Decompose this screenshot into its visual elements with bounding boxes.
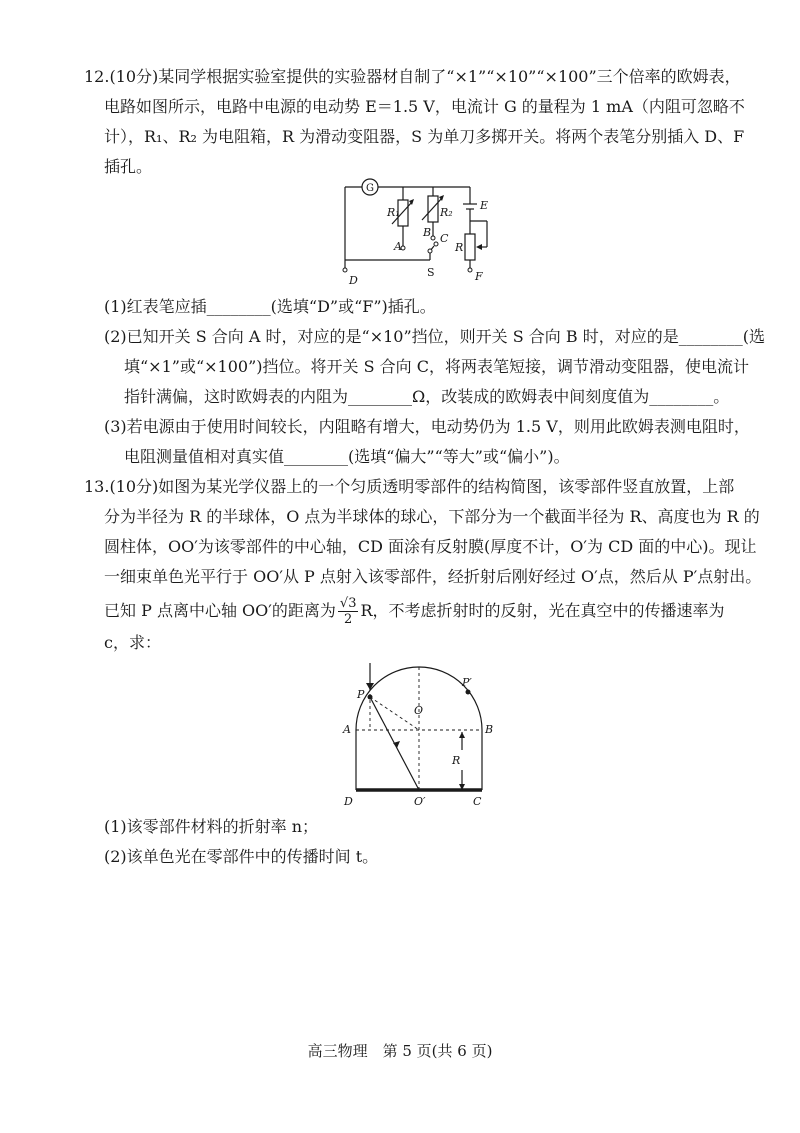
switch-pivot	[428, 249, 432, 253]
label-a: A	[394, 240, 402, 253]
label-d: D	[349, 274, 358, 287]
label-d: D	[344, 795, 353, 808]
label-s: S	[427, 266, 435, 279]
q12-text-line-4: 插孔。	[104, 157, 153, 176]
q13-sub-2: (2)该单色光在零部件中的传播时间 t。	[104, 847, 379, 866]
q13-text-line-1: 13.(10分)如图为某光学仪器上的一个匀质透明零部件的结构简图，该零部件竖直放置，上部	[84, 477, 735, 496]
label-g: G	[366, 183, 374, 194]
label-r1: R₁	[387, 206, 400, 219]
label-r: R	[455, 241, 464, 254]
label-r: R	[452, 754, 461, 767]
sqrt3-over-2-fraction	[338, 596, 359, 627]
point-p-prime	[466, 690, 471, 695]
q13-line-5-prefix: 已知 P 点离中心轴 OO′的距离为	[104, 601, 336, 620]
terminal-d	[343, 268, 347, 272]
q12-sub-2-c: 指针满偏，这时欧姆表的内阻为________Ω，改装成的欧姆表中间刻度值为________。	[124, 387, 730, 406]
fraction-numerator: √3	[339, 596, 357, 611]
q13-text-line-2: 分为半径为 R 的半球体，O 点为半球体的球心，下部分为一个截面半径为 R、高度也为 R 的	[104, 507, 760, 526]
label-b: B	[485, 723, 494, 736]
label-o: O	[414, 704, 424, 717]
q12-sub-2-a: (2)已知开关 S 合向 A 时，对应的是“×10”挡位，则开关 S 合向 B 时，对应的是________(选	[104, 327, 765, 346]
q12-text-line-3: 计），R₁、R₂ 为电阻箱，R 为滑动变阻器，S 为单刀多掷开关。将两个表笔分别插入 D、F	[104, 127, 745, 146]
q13-text-line-3: 圆柱体，OO′为该零部件的中心轴，CD 面涂有反射膜(厚度不计，O′为 CD 面的中心)。现让	[104, 537, 757, 556]
fraction-denominator: 2	[344, 612, 353, 627]
q13-line-5-suffix: R，不考虑折射时的反射，光在真空中的传播速率为	[360, 601, 725, 620]
label-e: E	[480, 199, 489, 212]
label-r2: R₂	[440, 206, 453, 219]
label-a: A	[343, 723, 351, 736]
q12-text-line-1: 12.(10分)某同学根据实验室提供的实验器材自制了“×1”“×10”“×100”三个倍率的欧姆表，	[84, 67, 741, 86]
optics-diagram	[334, 652, 494, 812]
page-footer: 高三物理 第 5 页(共 6 页)	[307, 1042, 493, 1060]
label-c: C	[473, 795, 482, 808]
label-p: P	[357, 688, 365, 701]
point-p	[368, 695, 373, 700]
label-p-prime: P′	[462, 676, 472, 689]
q13-text-line-6: c，求：	[104, 633, 161, 652]
q13-sub-1: (1)该零部件材料的折射率 n；	[104, 817, 319, 836]
label-c: C	[440, 232, 449, 245]
normal-line	[370, 697, 419, 730]
circuit-diagram	[330, 176, 510, 292]
terminal-c	[434, 242, 438, 246]
q12-text-line-2: 电路如图所示，电路中电源的电动势 E＝1.5 V，电流计 G 的量程为 1 mA（内阻可忽略不	[104, 97, 745, 116]
terminal-f	[468, 268, 472, 272]
q12-sub-1: (1)红表笔应插________(选填“D”或“F”)插孔。	[104, 297, 436, 316]
q12-sub-3-b: 电阻测量值相对真实值________(选填“偏大”“等大”或“偏小”)。	[124, 447, 570, 466]
r2-resistor	[428, 196, 438, 222]
terminal-b	[431, 236, 435, 240]
label-o-prime: O′	[414, 795, 426, 808]
q13-text-line-4: 一细束单色光平行于 OO′从 P 点射入该零部件，经折射后刚好经过 O′点，然后从 P′点射出。	[104, 567, 762, 586]
label-f: F	[475, 270, 483, 283]
q12-sub-2-b: 填“×1”或“×100”)挡位。将开关 S 合向 C，将两表笔短接，调节滑动变阻器，使电流计	[124, 357, 749, 376]
q12-sub-3-a: (3)若电源由于使用时间较长，内阻略有增大，电动势仍为 1.5 V，则用此欧姆表测电阻时，	[104, 417, 750, 436]
rheostat	[465, 234, 475, 260]
label-b: B	[423, 226, 432, 239]
q13-text-line-5	[104, 594, 725, 628]
